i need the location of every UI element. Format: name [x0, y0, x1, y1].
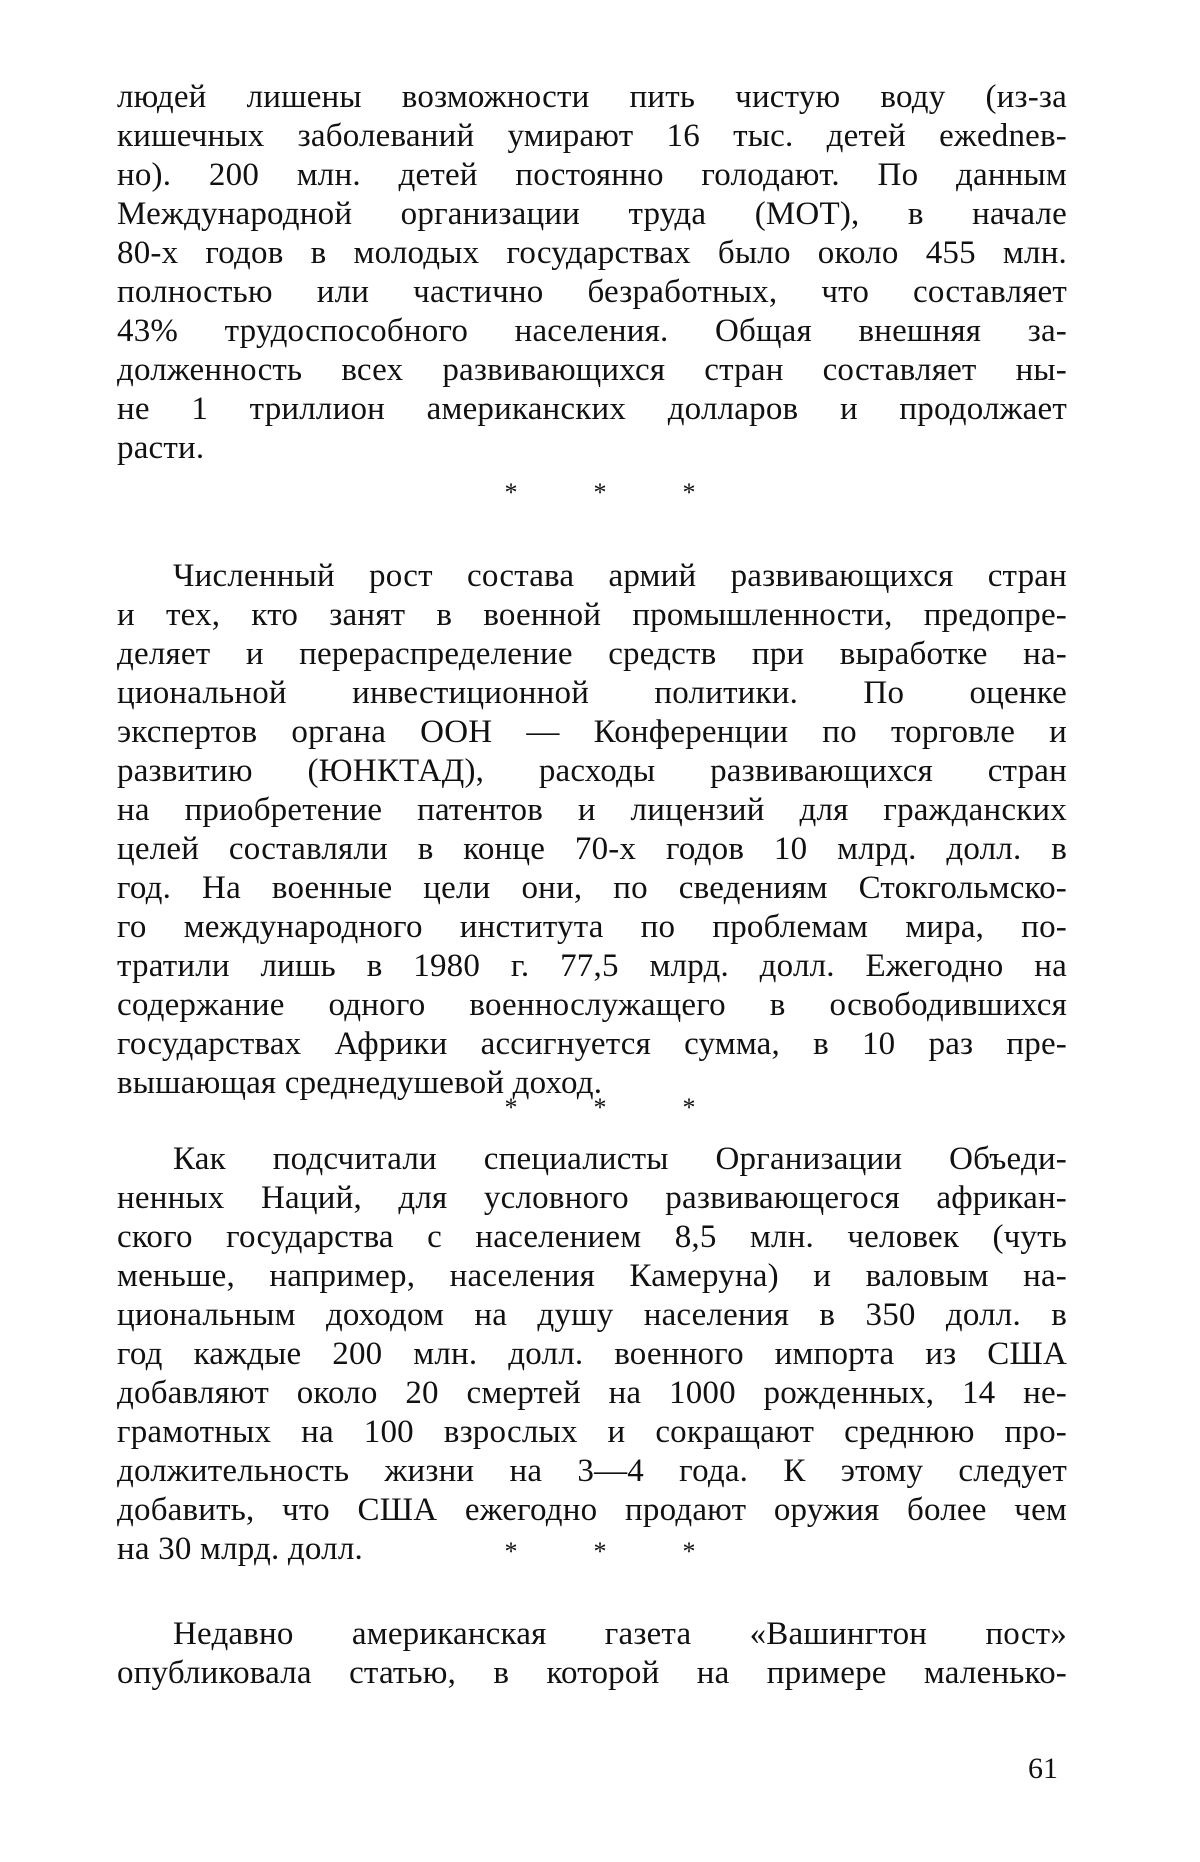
- asterisk: *: [682, 1537, 696, 1566]
- text-line: целей составляли в конце 70-х годов 10 млрд. долл. в: [117, 831, 1067, 867]
- text-line: долженность всех развивающихся стран составляет ны-: [117, 352, 1067, 388]
- text-line: год. На военные цели они, по сведениям Стокгольмско-: [117, 870, 1067, 906]
- text-line: ского государства с населением 8,5 млн. человек (чуть: [117, 1219, 1067, 1255]
- text-line: содержание одного военнослужащего в освободившихся: [117, 987, 1067, 1023]
- text-line: добавить, что США ежегодно продают оружия более чем: [117, 1492, 1067, 1528]
- text-line: экспертов органа ООН — Конференции по торговле и: [117, 714, 1067, 750]
- asterisk: *: [504, 1093, 518, 1122]
- asterisk: *: [682, 1093, 696, 1122]
- asterisk: *: [593, 1537, 607, 1566]
- section-separator: [0, 1093, 1200, 1123]
- text-line: людей лишены возможности пить чистую воду (из-за: [117, 79, 1067, 115]
- text-line: циональной инвестиционной политики. По оценке: [117, 675, 1067, 711]
- page-number: 61: [1028, 1752, 1058, 1785]
- text-line: 80-х годов в молодых государствах было около 455 млн.: [117, 235, 1067, 271]
- paragraph-3: [117, 1140, 1067, 1569]
- text-line: грамотных на 100 взрослых и сокращают среднюю про-: [117, 1414, 1067, 1450]
- text-line: год каждые 200 млн. долл. военного импорта из США: [117, 1336, 1067, 1372]
- text-line: не 1 триллион американских долларов и продолжает: [117, 391, 1067, 427]
- asterisk: *: [593, 478, 607, 507]
- asterisk: *: [504, 478, 518, 507]
- text-line: 43% трудоспособного населения. Общая внешняя за-: [117, 313, 1067, 349]
- text-line: Международной организации труда (МОТ), в начале: [117, 196, 1067, 232]
- paragraph-2: [117, 557, 1067, 1103]
- text-line: но). 200 млн. детей постоянно голодают. По данным: [117, 157, 1067, 193]
- text-line: полностью или частично безработных, что составляет: [117, 274, 1067, 310]
- text-line: деляет и перераспределение средств при выработке на-: [117, 636, 1067, 672]
- section-separator: [0, 478, 1200, 508]
- text-line: ненных Наций, для условного развивающегося африкан-: [117, 1180, 1067, 1216]
- text-line: государствах Африки ассигнуется сумма, в 10 раз пре-: [117, 1026, 1067, 1062]
- section-separator: [0, 1537, 1200, 1567]
- asterisk: *: [682, 478, 696, 507]
- text-line: должительность жизни на 3—4 года. К этому следует: [117, 1453, 1067, 1489]
- text-line: Недавно американская газета «Вашингтон пост»: [173, 1616, 1067, 1652]
- text-line: кишечных заболеваний умирают 16 тыс. детей ежednев-: [117, 118, 1067, 154]
- text-line: и тех, кто занят в военной промышленности, предопре-: [117, 597, 1067, 633]
- text-line: на приобретение патентов и лицензий для гражданских: [117, 792, 1067, 828]
- text-line: Численный рост состава армий развивающихся стран: [173, 558, 1067, 594]
- text-line: тратили лишь в 1980 г. 77,5 млрд. долл. Ежегодно на: [117, 948, 1067, 984]
- text-line: циональным доходом на душу населения в 350 долл. в: [117, 1297, 1067, 1333]
- text-line: добавляют около 20 смертей на 1000 рожденных, 14 не-: [117, 1375, 1067, 1411]
- text-line: го международного института по проблемам мира, по-: [117, 909, 1067, 945]
- text-line: вышающая среднедушевой доход.: [117, 1065, 603, 1101]
- paragraph-1: [117, 78, 1067, 468]
- text-line: Как подсчитали специалисты Организации Объеди-: [173, 1141, 1067, 1177]
- text-line: опубликовала статью, в которой на примере маленько-: [117, 1655, 1067, 1691]
- paragraph-4: [117, 1615, 1067, 1693]
- asterisk: *: [504, 1537, 518, 1566]
- text-line: меньше, например, населения Камеруна) и валовым на-: [117, 1258, 1067, 1294]
- text-line: расти.: [117, 430, 205, 466]
- text-line: развитию (ЮНКТАД), расходы развивающихся стран: [117, 753, 1067, 789]
- asterisk: *: [593, 1093, 607, 1122]
- text-line: на 30 млрд. долл.: [117, 1531, 363, 1567]
